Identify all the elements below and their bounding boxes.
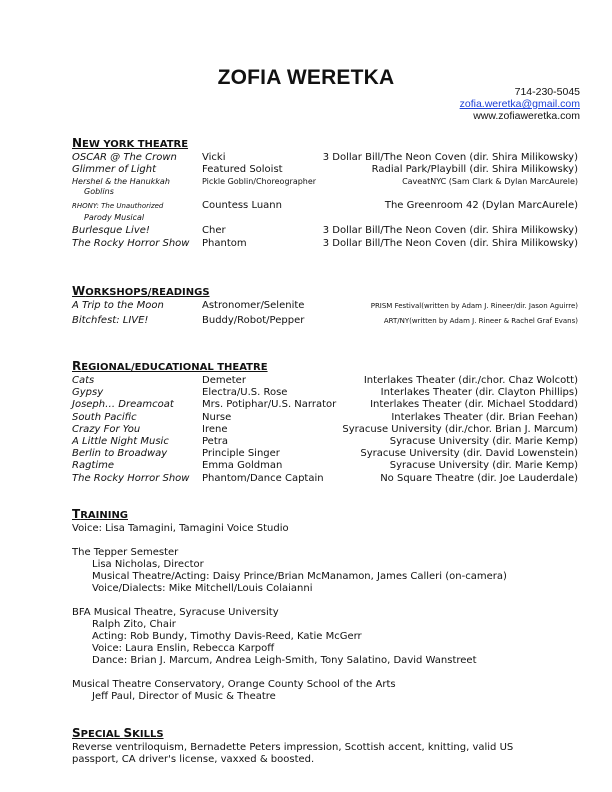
training-voice: Voice: Lisa Tamagini, Tamagini Voice Studio [72, 523, 289, 534]
credit-row: Bitchfest: LIVE! Buddy/Robot/Pepper ART/NY(written by Adam J. Rineer & Rachel Graf Evans) [72, 315, 578, 326]
new-york-section [72, 137, 578, 250]
website: www.zofiaweretka.com [473, 110, 580, 122]
phone: 714-230-5045 [514, 86, 580, 98]
credit-row: The Rocky Horror Show Phantom/Dance Captain No Square Theatre (dir. Joe Lauderdale) [72, 472, 578, 484]
workshops-section [72, 285, 578, 327]
credit-row: A Trip to the Moon Astronomer/Selenite PRISM Festival(written by Adam J. Rineer/dir. Jason Aguirre) [72, 300, 578, 311]
training-program: The Tepper Semester [72, 547, 179, 558]
section-heading: TRAINING [72, 507, 129, 521]
credit-row: Ragtime Emma Goldman Syracuse University (dir. Marie Kemp) [72, 460, 578, 472]
section-heading: SPECIAL SKILLS [72, 726, 164, 740]
credit-row: OSCAR @ The Crown Vicki 3 Dollar Bill/The Neon Coven (dir. Shira Milikowsky) [72, 152, 578, 163]
credit-row: RHONY: The Unauthorized Countess Luann The Greenroom 42 (Dylan MarcAurele) Parody Musical [72, 200, 578, 223]
credit-row: Berlin to Broadway Principle Singer Syracuse University (dir. David Lowenstein) [72, 448, 578, 460]
training-line: Lisa Nicholas, Director [92, 559, 204, 570]
credit-row: The Rocky Horror Show Phantom 3 Dollar Bill/The Neon Coven (dir. Shira Milikowsky) [72, 237, 578, 249]
credit-row: Hershel & the Hanukkah Pickle Goblin/Choreographer CaveatNYC (Sam Clark & Dylan MarcAurele) Goblins [72, 177, 578, 197]
resume-name: ZOFIA WERETKA [217, 66, 395, 89]
credit-row: South Pacific Nurse Interlakes Theater (dir. Brian Feehan) [72, 411, 578, 423]
section-heading: REGIONAL/EDUCATIONAL THEATRE [72, 359, 268, 373]
credit-row: A Little Night Music Petra Syracuse University (dir. Marie Kemp) [72, 435, 578, 447]
contact-block [460, 86, 580, 122]
training-line: Jeff Paul, Director of Music & Theatre [92, 691, 276, 702]
credit-row: Gypsy Electra/U.S. Rose Interlakes Theater (dir. Clayton Phillips) [72, 387, 578, 399]
training-section [72, 508, 578, 703]
training-line: Musical Theatre/Acting: Daisy Prince/Brian McManamon, James Calleri (on-camera) [92, 571, 507, 582]
skills-text: Reverse ventriloquism, Bernadette Peters impression, Scottish accent, knitting, valid US passport, CA driver's license, vaxxed & boosted. [72, 742, 514, 765]
section-heading: NEW YORK THEATRE [72, 136, 189, 150]
credit-row: Joseph… Dreamcoat Mrs. Potiphar/U.S. Narrator Interlakes Theater (dir. Michael Stoddard) [72, 399, 578, 411]
credit-row: Glimmer of Light Featured Soloist Radial Park/Playbill (dir. Shira Milikowsky) [72, 164, 578, 176]
training-line: Voice: Laura Enslin, Rebecca Karpoff [92, 643, 275, 654]
training-line: Voice/Dialects: Mike Mitchell/Louis Colaianni [92, 583, 313, 594]
training-line: Dance: Brian J. Marcum, Andrea Leigh-Smith, Tony Salatino, David Wanstreet [92, 655, 477, 666]
email-link[interactable]: zofia.weretka@gmail.com [459, 98, 580, 110]
skills-section [72, 727, 578, 766]
training-program: Musical Theatre Conservatory, Orange County School of the Arts [72, 679, 396, 690]
training-line: Acting: Rob Bundy, Timothy Davis-Reed, Katie McGerr [92, 631, 362, 642]
credit-row: Burlesque Live! Cher 3 Dollar Bill/The Neon Coven (dir. Shira Milikowsky) [72, 225, 578, 237]
credit-row: Crazy For You Irene Syracuse University (dir./chor. Brian J. Marcum) [72, 423, 578, 435]
training-line: Ralph Zito, Chair [92, 619, 176, 630]
regional-section [72, 360, 578, 485]
training-program: BFA Musical Theatre, Syracuse University [72, 607, 279, 618]
section-heading: WORKSHOPS/READINGS [72, 284, 210, 298]
credit-row: Cats Demeter Interlakes Theater (dir./chor. Chaz Wolcott) [72, 375, 578, 386]
